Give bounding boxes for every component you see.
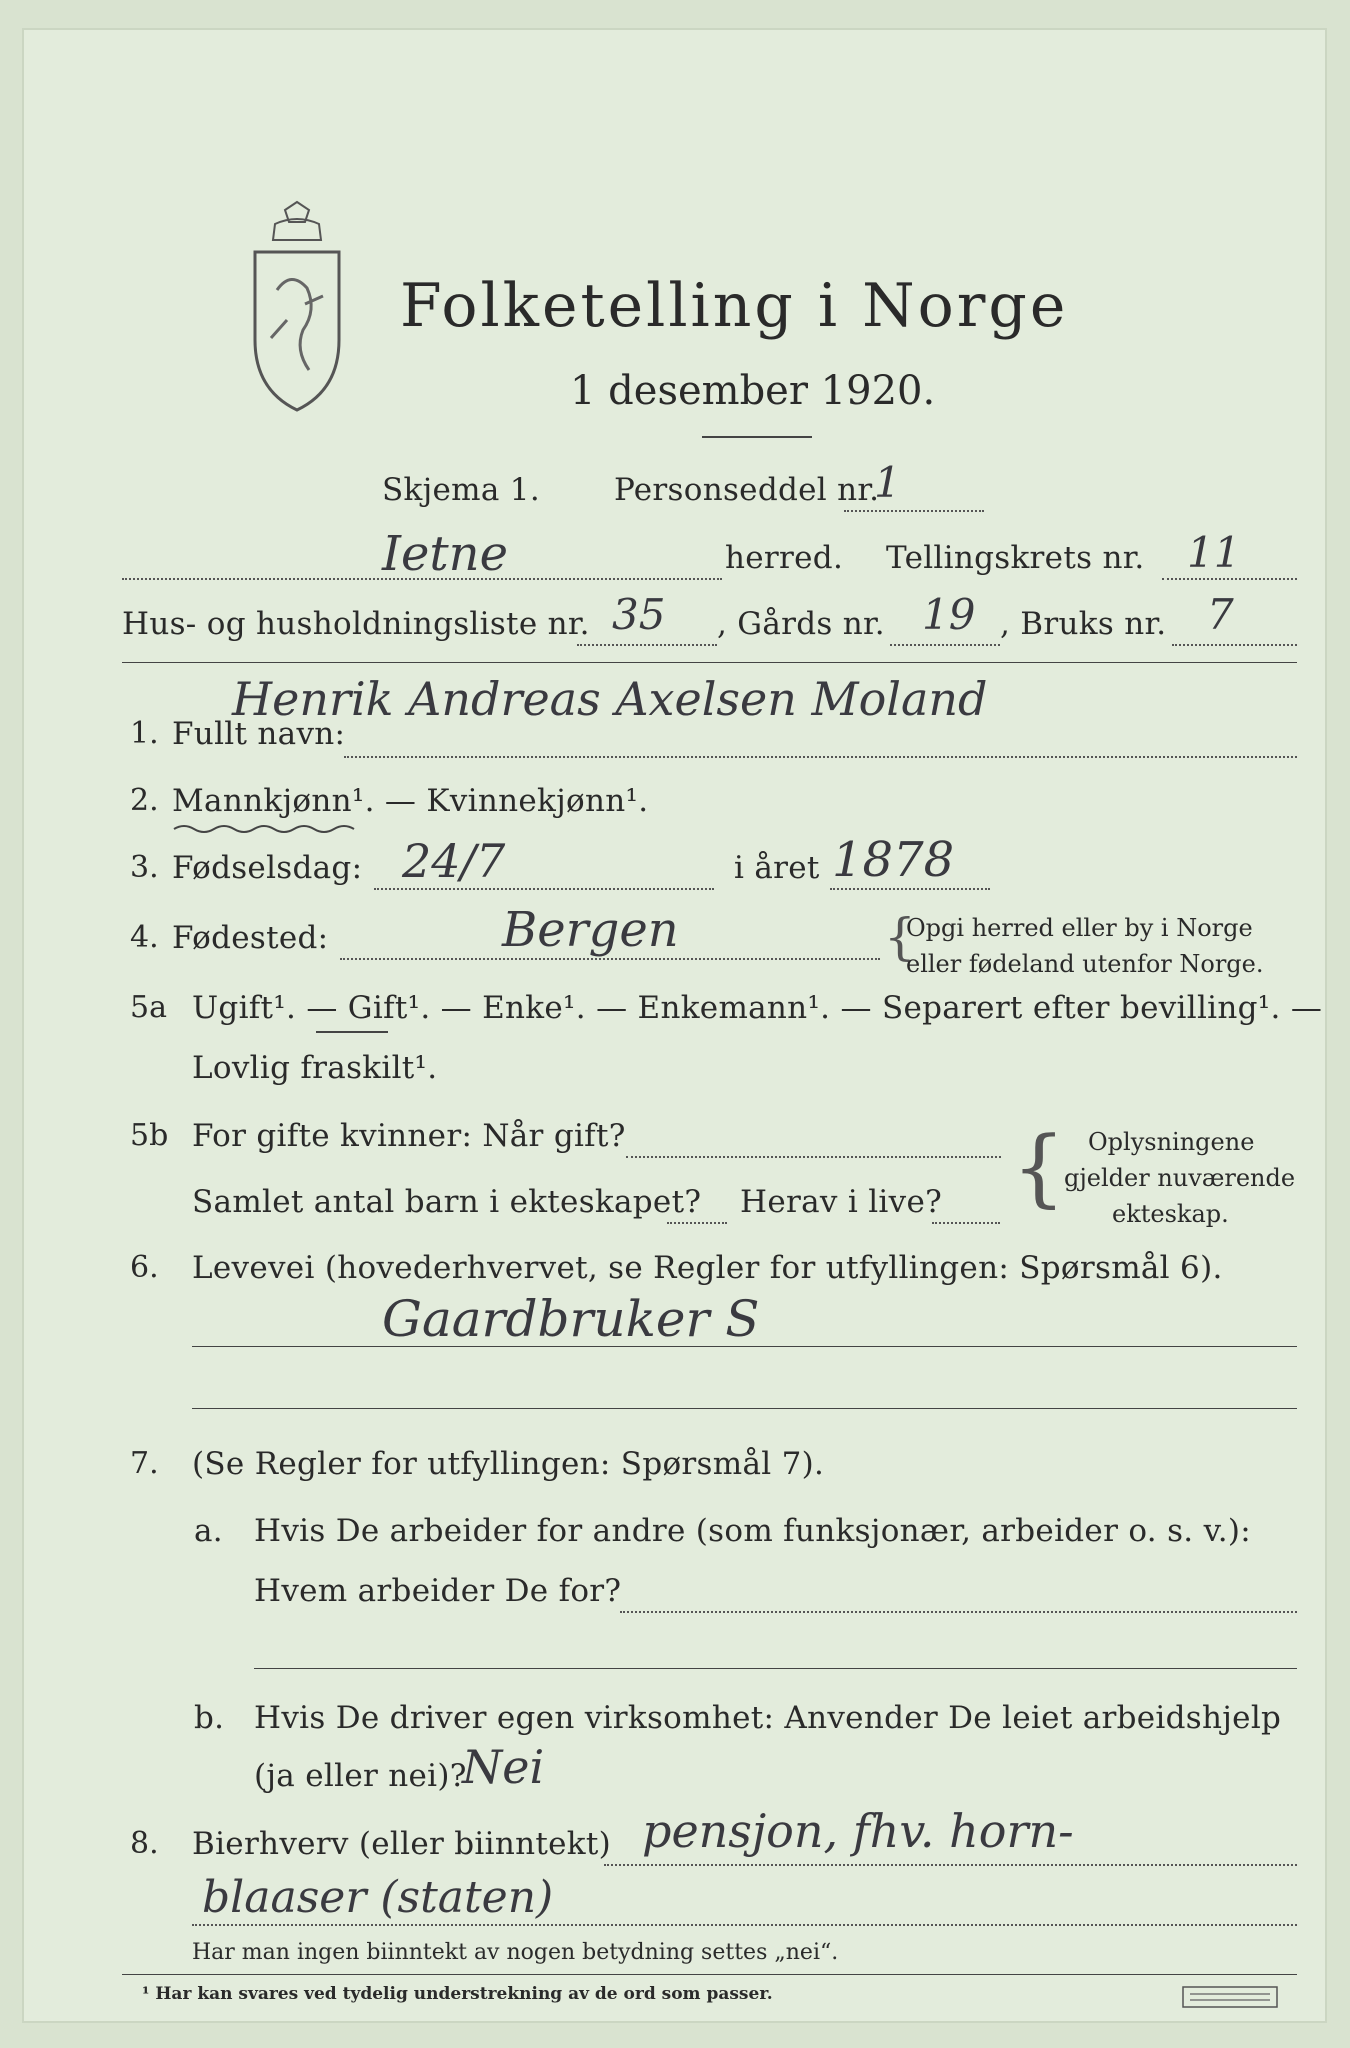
form-title: Folketelling i Norge [400,271,1069,341]
q3-year-line [830,888,990,890]
coat-of-arms-icon [247,200,347,430]
census-date: 1 desember 1920. [570,368,936,414]
q4-birthplace: Bergen [502,902,679,958]
q2-number: 2. [130,783,159,818]
q4-number: 4. [130,920,159,955]
q8-answer-1: pensjon, fhv. horn- [642,1804,1074,1858]
tellingskrets-nr: 11 [1187,528,1241,577]
gards-nr: 19 [922,590,976,639]
q7a-employer-line [620,1611,1297,1613]
q2-underline-mark [172,823,362,835]
household-line [577,644,717,646]
q3-label: Fødselsdag: [172,850,363,886]
q4-note-1: Opgi herred eller by i Norge [906,914,1253,942]
q4-brace: { [884,908,916,966]
q4-line [340,958,880,960]
q5b-brace: { [1012,1118,1066,1216]
q6-line-2 [192,1408,1297,1409]
q6-occupation: Gaardbruker S [382,1290,760,1348]
printer-stamp-icon [1182,1986,1278,2008]
q5a-number: 5a [130,990,167,1025]
personseddel-label: Personseddel nr. [614,472,880,508]
q4-label: Fødested: [172,920,329,956]
q7a-line-2: Hvem arbeider De for? [254,1573,622,1609]
q1-number: 1. [130,716,159,751]
q7b-line-1: Hvis De driver egen virksomhet: Anvender De leiet arbeidshjelp [254,1700,1282,1736]
q8-label: Bierhverv (eller biinntekt) [192,1826,612,1862]
bruks-label: , Bruks nr. [1000,606,1167,642]
divider [702,436,812,438]
q8-line-2 [192,1924,1297,1926]
q5b-note-3: ekteskap. [1112,1200,1229,1228]
q7b-answer: Nei [462,1740,545,1794]
footnote: ¹ Har kan svares ved tydelig understrekning av de ord som passer. [142,1984,773,2004]
header-rule [122,662,1297,663]
q5b-children-line [667,1222,727,1224]
gards-label: , Gårds nr. [717,606,885,642]
personseddel-nr: 1 [874,458,901,507]
q2-label: Mannkjønn¹. — Kvinnekjønn¹. [172,783,649,819]
bruks-line [1172,644,1297,646]
tellingskrets-line [1162,578,1297,580]
schema-label: Skjema 1. [382,472,540,508]
q5b-number: 5b [130,1118,169,1153]
q4-note-2: eller fødeland utenfor Norge. [906,950,1264,978]
q8-note: Har man ingen biinntekt av nogen betydning settes „nei“. [192,1940,839,1965]
footnote-rule [122,1974,1297,1975]
q8-number: 8. [130,1826,159,1861]
q3-birth-year: 1878 [832,832,955,888]
q1-line [344,756,1297,758]
herred-label: herred. [725,540,844,576]
q5a-options-2: Lovlig fraskilt¹. [192,1050,438,1086]
herred-name: Ietne [382,526,508,582]
q5b-line-2b: Herav i live? [740,1184,943,1220]
q5b-alive-line [932,1222,1000,1224]
q8-answer-2: blaaser (staten) [202,1872,554,1923]
tellingskrets-label: Tellingskrets nr. [886,540,1145,576]
q5a-options: Ugift¹. — Gift¹. — Enke¹. — Enkemann¹. — Separert efter bevilling¹. — [192,990,1323,1026]
q3-number: 3. [130,850,159,885]
q5b-note-2: gjelder nuværende [1064,1164,1296,1192]
q1-label: Fullt navn: [172,716,346,752]
q7b-number: b. [194,1700,225,1736]
q5a-underline-mark [314,1028,390,1036]
q3-birthday: 24/7 [402,834,506,888]
q5b-married-line [626,1156,1001,1158]
q5b-note-1: Oplysningene [1088,1128,1255,1156]
q6-label: Levevei (hovederhvervet, se Regler for utfyllingen: Spørsmål 6). [192,1250,1223,1286]
q7a-line-1: Hvis De arbeider for andre (som funksjonær, arbeider o. s. v.): [254,1513,1252,1549]
q3-day-line [374,888,714,890]
q6-number: 6. [130,1250,159,1285]
q7b-line-2: (ja eller nei)? [254,1758,467,1794]
q5b-line-2: Samlet antal barn i ekteskapet? [192,1184,702,1220]
q7-label: (Se Regler for utfyllingen: Spørsmål 7). [192,1446,825,1482]
personseddel-line [844,510,984,512]
q7a-number: a. [194,1513,223,1549]
q8-line-1 [604,1864,1297,1866]
census-form [22,28,1327,2023]
bruks-nr: 7 [1207,590,1234,639]
q3-year-label: i året [734,850,820,886]
q7-number: 7. [130,1446,159,1481]
household-nr: 35 [612,590,666,639]
q1-full-name: Henrik Andreas Axelsen Moland [232,672,988,726]
gards-line [890,644,1000,646]
household-label: Hus- og husholdningsliste nr. [122,606,590,642]
q7a-line-extra [254,1668,1297,1669]
q5b-line-1: For gifte kvinner: Når gift? [192,1118,626,1154]
